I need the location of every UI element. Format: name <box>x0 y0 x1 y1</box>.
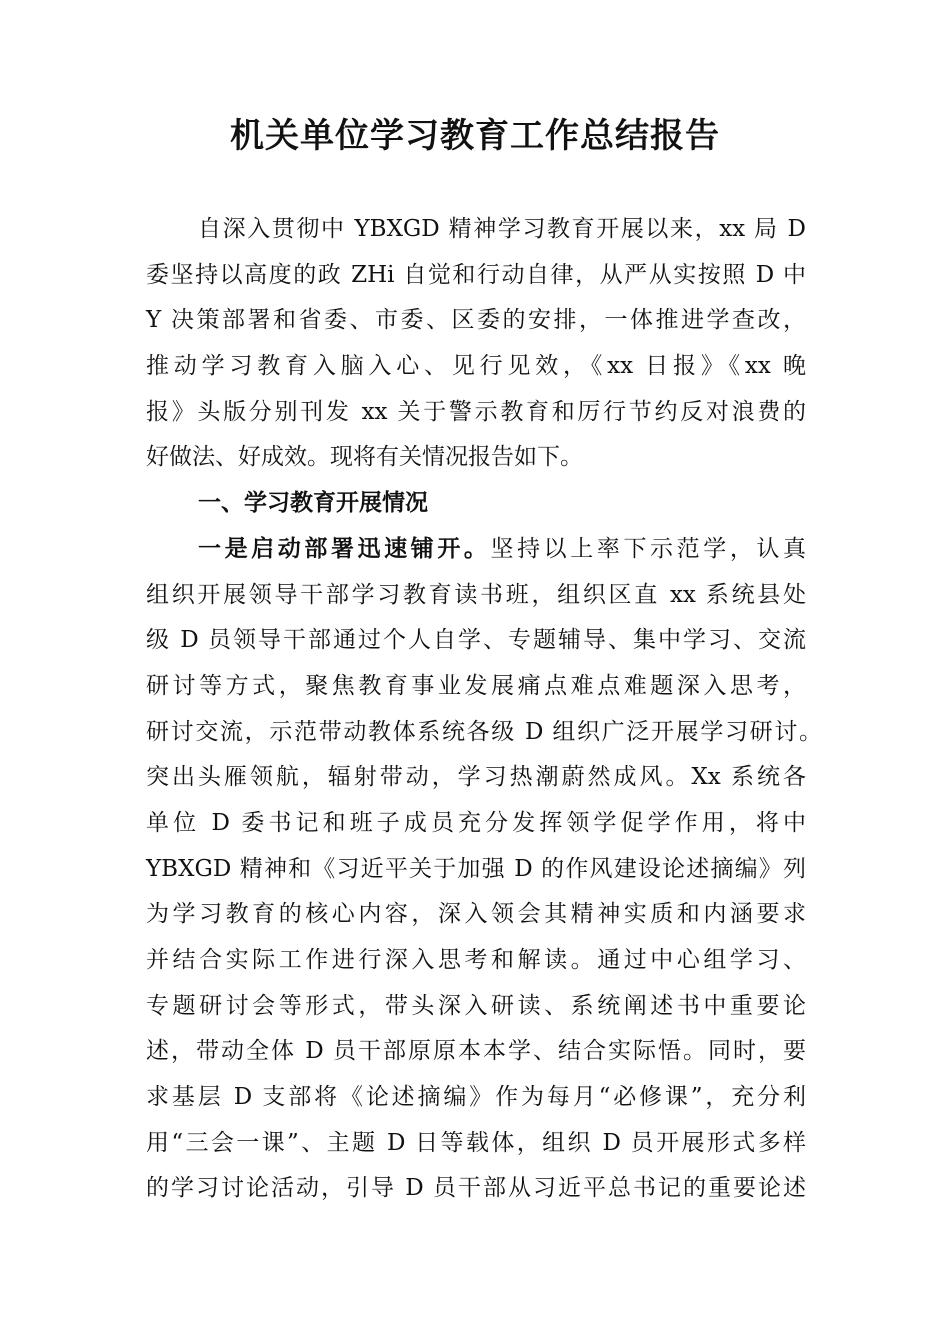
body-line: 研讨等方式，聚焦教育事业发展痛点难点难题深入思考， <box>146 672 806 699</box>
intro-line: 好做法、好成效。现将有关情况报告如下。 <box>146 444 583 471</box>
body-line: 组织开展领导干部学习教育读书班，组织区直 xx 系统县处 <box>146 581 806 608</box>
intro-line: 推动学习教育入脑入心、见行见效，《xx 日报》《xx 晚 <box>146 353 806 380</box>
body-line: 为学习教育的核心内容，深入领会其精神实质和内涵要求 <box>146 901 806 928</box>
body-line: 求基层 D 支部将《论述摘编》作为每月“必修课”，充分利 <box>146 1084 806 1111</box>
intro-line: 自深入贯彻中 YBXGD 精神学习教育开展以来，xx 局 D <box>198 216 806 242</box>
intro-line: 委坚持以高度的政 ZHi 自觉和行动自律，从严从实按照 D 中 <box>146 261 806 288</box>
document-title: 机关单位学习教育工作总结报告 <box>230 116 720 156</box>
intro-line: Y 决策部署和省委、市委、区委的安排，一体推进学查改， <box>146 307 806 334</box>
body-line: 突出头雁领航，辐射带动，学习热潮蔚然成风。Xx 系统各 <box>146 764 806 791</box>
point1-lead: 一是启动部署迅速铺开。 <box>198 535 491 562</box>
section-heading: 一、学习教育开展情况 <box>198 490 428 517</box>
body-line: 级 D 员领导干部通过个人自学、专题辅导、集中学习、交流 <box>146 627 806 654</box>
body-line: 用“三会一课”、主题 D 日等载体，组织 D 员开展形式多样 <box>146 1129 806 1156</box>
body-line: 单位 D 委书记和班子成员充分发挥领学促学作用，将中 <box>146 809 806 836</box>
point1-first-rest: 坚持以上率下示范学，认真 <box>490 535 807 562</box>
point1-first-line <box>146 527 806 573</box>
body-line: 并结合实际工作进行深入思考和解读。通过中心组学习、 <box>146 947 806 973</box>
body-line: 的学习讨论活动，引导 D 员干部从习近平总书记的重要论述 <box>146 1175 806 1202</box>
body-line: YBXGD 精神和《习近平关于加强 D 的作风建设论述摘编》列 <box>146 855 806 882</box>
body-line: 研讨交流，示范带动教体系统各级 D 组织广泛开展学习研讨。 <box>146 718 822 745</box>
document-body <box>146 207 822 1212</box>
intro-line: 报》头版分别刊发 xx 关于警示教育和厉行节约反对浪费的 <box>146 398 806 425</box>
body-line: 述，带动全体 D 员干部原原本本学、结合实际悟。同时，要 <box>146 1038 806 1065</box>
body-line: 专题研讨会等形式，带头深入研读、系统阐述书中重要论 <box>146 992 806 1019</box>
